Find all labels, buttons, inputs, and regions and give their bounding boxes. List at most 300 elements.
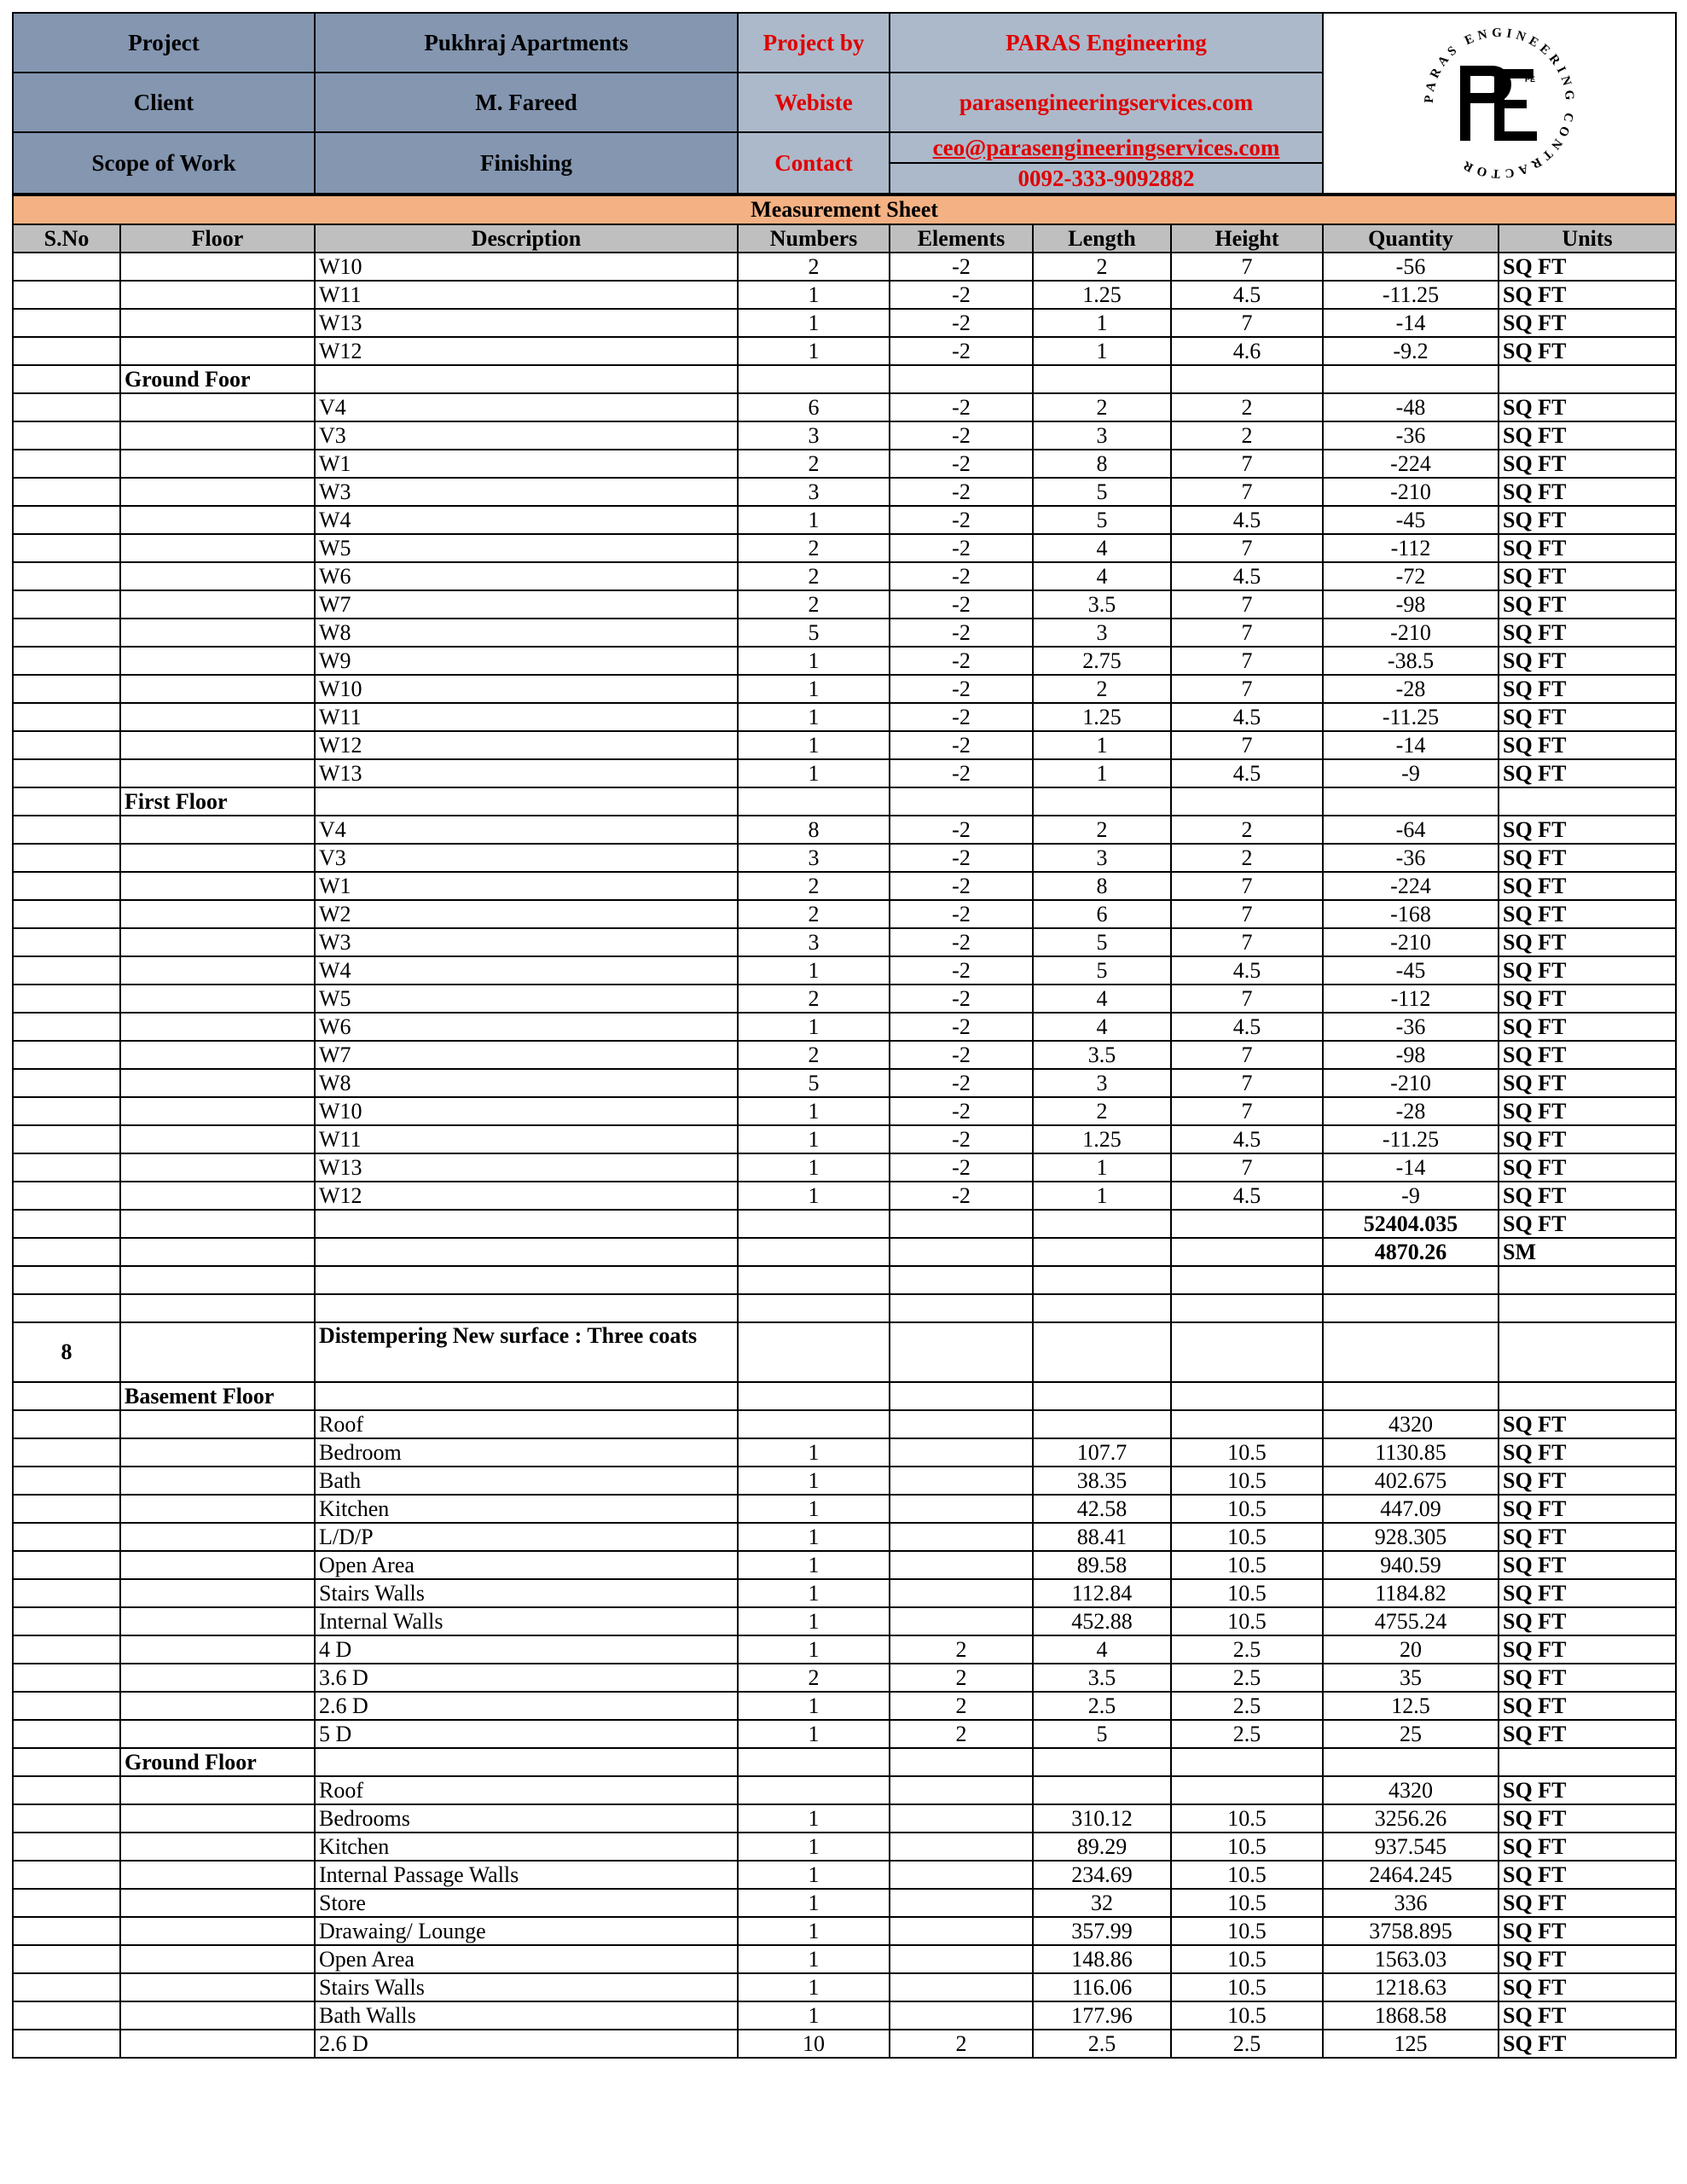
cell-floor xyxy=(120,1833,315,1861)
cell-elements: -2 xyxy=(890,675,1033,703)
cell-elements xyxy=(890,1322,1033,1382)
cell-units: SQ FT xyxy=(1499,1579,1676,1607)
cell-units: SQ FT xyxy=(1499,1495,1676,1523)
cell-description: W11 xyxy=(315,281,738,309)
cell-sno xyxy=(13,1973,120,2001)
cell-height xyxy=(1171,1238,1323,1266)
cell-units xyxy=(1499,1294,1676,1322)
cell-numbers: 1 xyxy=(738,309,890,337)
cell-quantity xyxy=(1323,1748,1499,1776)
cell-height: 7 xyxy=(1171,1069,1323,1097)
cell-quantity: -210 xyxy=(1323,1069,1499,1097)
cell-quantity: -11.25 xyxy=(1323,1125,1499,1153)
cell-height: 2 xyxy=(1171,844,1323,872)
cell-height xyxy=(1171,365,1323,393)
cell-description: W10 xyxy=(315,1097,738,1125)
cell-elements: -2 xyxy=(890,1153,1033,1182)
table-row xyxy=(13,1861,1676,1889)
measurement-sheet xyxy=(12,12,1675,2059)
cell-floor xyxy=(120,731,315,759)
cell-description xyxy=(315,1238,738,1266)
table-row xyxy=(13,703,1676,731)
table-row xyxy=(13,1917,1676,1945)
table-row xyxy=(13,1069,1676,1097)
cell-floor: Basement Floor xyxy=(120,1382,315,1410)
cell-sno xyxy=(13,1607,120,1635)
table-row xyxy=(13,506,1676,534)
cell-units: SQ FT xyxy=(1499,1635,1676,1664)
cell-numbers: 1 xyxy=(738,1097,890,1125)
cell-description: 4 D xyxy=(315,1635,738,1664)
cell-description: W1 xyxy=(315,872,738,900)
cell-elements xyxy=(890,1776,1033,1804)
cell-numbers: 2 xyxy=(738,985,890,1013)
cell-floor xyxy=(120,1973,315,2001)
cell-units: SQ FT xyxy=(1499,928,1676,956)
cell-length: 107.7 xyxy=(1033,1438,1171,1467)
cell-quantity: 52404.035 xyxy=(1323,1210,1499,1238)
cell-elements: -2 xyxy=(890,731,1033,759)
cell-units: SQ FT xyxy=(1499,1551,1676,1579)
cell-numbers: 1 xyxy=(738,1889,890,1917)
cell-sno xyxy=(13,1210,120,1238)
cell-elements xyxy=(890,1467,1033,1495)
cell-length: 2.5 xyxy=(1033,2030,1171,2058)
cell-height: 10.5 xyxy=(1171,2001,1323,2030)
cell-sno xyxy=(13,1551,120,1579)
cell-floor xyxy=(120,1945,315,1973)
cell-sno xyxy=(13,1917,120,1945)
cell-elements: -2 xyxy=(890,872,1033,900)
cell-units: SQ FT xyxy=(1499,1945,1676,1973)
cell-description: W9 xyxy=(315,647,738,675)
cell-quantity: -9 xyxy=(1323,1182,1499,1210)
cell-quantity: -36 xyxy=(1323,1013,1499,1041)
cell-length: 310.12 xyxy=(1033,1804,1171,1833)
cell-elements xyxy=(890,1607,1033,1635)
cell-elements: -2 xyxy=(890,956,1033,985)
cell-height: 2 xyxy=(1171,421,1323,450)
cell-sno: 8 xyxy=(13,1322,120,1382)
cell-description xyxy=(315,1210,738,1238)
cell-quantity xyxy=(1323,1266,1499,1294)
cell-floor xyxy=(120,1069,315,1097)
table-row xyxy=(13,1410,1676,1438)
table-row xyxy=(13,985,1676,1013)
cell-numbers: 1 xyxy=(738,759,890,787)
cell-description: Roof xyxy=(315,1776,738,1804)
cell-elements xyxy=(890,1238,1033,1266)
table-row xyxy=(13,1523,1676,1551)
cell-length: 357.99 xyxy=(1033,1917,1171,1945)
cell-sno xyxy=(13,1266,120,1294)
cell-elements: -2 xyxy=(890,619,1033,647)
cell-floor xyxy=(120,1125,315,1153)
cell-elements xyxy=(890,1410,1033,1438)
cell-sno xyxy=(13,1467,120,1495)
cell-height: 4.5 xyxy=(1171,1013,1323,1041)
cell-units: SQ FT xyxy=(1499,337,1676,365)
column-header-numbers: Numbers xyxy=(738,224,890,253)
cell-description: W12 xyxy=(315,731,738,759)
cell-height: 7 xyxy=(1171,985,1323,1013)
cell-length: 452.88 xyxy=(1033,1607,1171,1635)
column-header-height: Height xyxy=(1171,224,1323,253)
cell-quantity xyxy=(1323,1294,1499,1322)
cell-length xyxy=(1033,1238,1171,1266)
cell-description: W7 xyxy=(315,590,738,619)
cell-floor xyxy=(120,1238,315,1266)
cell-sno xyxy=(13,1748,120,1776)
cell-sno xyxy=(13,1579,120,1607)
cell-sno xyxy=(13,506,120,534)
cell-description: Kitchen xyxy=(315,1833,738,1861)
table-row xyxy=(13,421,1676,450)
cell-quantity: 1184.82 xyxy=(1323,1579,1499,1607)
cell-description: Stairs Walls xyxy=(315,1579,738,1607)
cell-floor xyxy=(120,590,315,619)
cell-description: 5 D xyxy=(315,1720,738,1748)
cell-floor xyxy=(120,1579,315,1607)
cell-elements xyxy=(890,1804,1033,1833)
cell-numbers: 2 xyxy=(738,562,890,590)
cell-height: 4.5 xyxy=(1171,1125,1323,1153)
cell-floor xyxy=(120,1804,315,1833)
cell-numbers xyxy=(738,1748,890,1776)
cell-sno xyxy=(13,956,120,985)
cell-units: SQ FT xyxy=(1499,703,1676,731)
cell-units: SQ FT xyxy=(1499,759,1676,787)
cell-numbers: 5 xyxy=(738,1069,890,1097)
cell-elements xyxy=(890,1973,1033,2001)
cell-sno xyxy=(13,1438,120,1467)
table-row xyxy=(13,450,1676,478)
cell-numbers: 2 xyxy=(738,534,890,562)
cell-numbers xyxy=(738,365,890,393)
cell-numbers: 1 xyxy=(738,675,890,703)
cell-length: 1.25 xyxy=(1033,703,1171,731)
table-row xyxy=(13,787,1676,816)
cell-elements xyxy=(890,1294,1033,1322)
cell-elements: -2 xyxy=(890,562,1033,590)
cell-elements xyxy=(890,1945,1033,1973)
cell-floor xyxy=(120,450,315,478)
cell-units: SQ FT xyxy=(1499,844,1676,872)
table-row xyxy=(13,590,1676,619)
cell-length xyxy=(1033,1294,1171,1322)
cell-quantity: -14 xyxy=(1323,731,1499,759)
cell-elements: -2 xyxy=(890,759,1033,787)
cell-length: 8 xyxy=(1033,450,1171,478)
cell-height: 10.5 xyxy=(1171,1467,1323,1495)
cell-elements xyxy=(890,1495,1033,1523)
cell-sno xyxy=(13,675,120,703)
cell-floor xyxy=(120,534,315,562)
cell-sno xyxy=(13,1097,120,1125)
cell-quantity: -11.25 xyxy=(1323,703,1499,731)
scope-value: Finishing xyxy=(315,132,738,194)
cell-elements xyxy=(890,1579,1033,1607)
cell-elements xyxy=(890,1748,1033,1776)
cell-floor xyxy=(120,1013,315,1041)
cell-numbers: 1 xyxy=(738,1013,890,1041)
cell-height: 7 xyxy=(1171,534,1323,562)
cell-floor xyxy=(120,1266,315,1294)
cell-sno xyxy=(13,421,120,450)
cell-sno xyxy=(13,1238,120,1266)
cell-numbers xyxy=(738,1410,890,1438)
cell-units: SQ FT xyxy=(1499,1125,1676,1153)
cell-quantity xyxy=(1323,1322,1499,1382)
cell-quantity: -72 xyxy=(1323,562,1499,590)
cell-description: Open Area xyxy=(315,1945,738,1973)
cell-floor xyxy=(120,1495,315,1523)
cell-sno xyxy=(13,281,120,309)
cell-quantity: 1218.63 xyxy=(1323,1973,1499,2001)
cell-quantity: -28 xyxy=(1323,1097,1499,1125)
cell-floor xyxy=(120,928,315,956)
table-row xyxy=(13,1804,1676,1833)
cell-height: 4.5 xyxy=(1171,1182,1323,1210)
cell-length: 4 xyxy=(1033,562,1171,590)
table-row xyxy=(13,1322,1676,1382)
cell-numbers: 2 xyxy=(738,900,890,928)
cell-numbers: 2 xyxy=(738,590,890,619)
cell-sno xyxy=(13,1382,120,1410)
cell-length: 2 xyxy=(1033,816,1171,844)
client-label: Client xyxy=(13,73,315,132)
cell-floor xyxy=(120,337,315,365)
cell-quantity: -168 xyxy=(1323,900,1499,928)
cell-floor xyxy=(120,1294,315,1322)
cell-units: SQ FT xyxy=(1499,1438,1676,1467)
cell-height: 10.5 xyxy=(1171,1579,1323,1607)
table-row xyxy=(13,1720,1676,1748)
table-row xyxy=(13,844,1676,872)
cell-floor xyxy=(120,1467,315,1495)
cell-sno xyxy=(13,1692,120,1720)
table-row xyxy=(13,956,1676,985)
cell-elements: -2 xyxy=(890,1041,1033,1069)
table-row xyxy=(13,309,1676,337)
table-row xyxy=(13,1551,1676,1579)
cell-length: 177.96 xyxy=(1033,2001,1171,2030)
cell-floor xyxy=(120,985,315,1013)
table-row xyxy=(13,1945,1676,1973)
cell-numbers: 1 xyxy=(738,506,890,534)
cell-sno xyxy=(13,787,120,816)
cell-quantity: -9 xyxy=(1323,759,1499,787)
cell-numbers: 1 xyxy=(738,1182,890,1210)
cell-height: 7 xyxy=(1171,450,1323,478)
cell-description: W6 xyxy=(315,562,738,590)
table-row xyxy=(13,900,1676,928)
cell-length: 148.86 xyxy=(1033,1945,1171,1973)
cell-floor xyxy=(120,619,315,647)
cell-numbers: 1 xyxy=(738,337,890,365)
cell-numbers: 1 xyxy=(738,1833,890,1861)
cell-elements xyxy=(890,787,1033,816)
cell-elements: -2 xyxy=(890,985,1033,1013)
cell-numbers: 1 xyxy=(738,1973,890,2001)
cell-elements: -2 xyxy=(890,1182,1033,1210)
table-row xyxy=(13,2030,1676,2058)
cell-numbers: 1 xyxy=(738,2001,890,2030)
table-row xyxy=(13,562,1676,590)
cell-quantity: 402.675 xyxy=(1323,1467,1499,1495)
cell-elements: -2 xyxy=(890,816,1033,844)
cell-length: 5 xyxy=(1033,956,1171,985)
cell-description: W5 xyxy=(315,985,738,1013)
cell-length: 112.84 xyxy=(1033,1579,1171,1607)
cell-quantity: -98 xyxy=(1323,1041,1499,1069)
cell-elements: -2 xyxy=(890,1013,1033,1041)
cell-floor xyxy=(120,1917,315,1945)
cell-sno xyxy=(13,534,120,562)
cell-numbers: 1 xyxy=(738,1523,890,1551)
cell-quantity: 1868.58 xyxy=(1323,2001,1499,2030)
cell-height: 10.5 xyxy=(1171,1889,1323,1917)
table-row xyxy=(13,365,1676,393)
table-row xyxy=(13,1125,1676,1153)
cell-length: 3 xyxy=(1033,844,1171,872)
cell-height: 2.5 xyxy=(1171,1720,1323,1748)
cell-units: SQ FT xyxy=(1499,1664,1676,1692)
cell-elements xyxy=(890,1833,1033,1861)
table-row xyxy=(13,1467,1676,1495)
cell-sno xyxy=(13,928,120,956)
cell-height: 4.5 xyxy=(1171,956,1323,985)
cell-height: 10.5 xyxy=(1171,1861,1323,1889)
cell-length xyxy=(1033,1382,1171,1410)
cell-elements: -2 xyxy=(890,421,1033,450)
cell-units: SQ FT xyxy=(1499,1833,1676,1861)
cell-elements: -2 xyxy=(890,844,1033,872)
table-row xyxy=(13,1294,1676,1322)
cell-numbers: 1 xyxy=(738,1607,890,1635)
table-row xyxy=(13,675,1676,703)
cell-description: Bath xyxy=(315,1467,738,1495)
cell-elements: -2 xyxy=(890,506,1033,534)
cell-numbers: 2 xyxy=(738,450,890,478)
cell-length: 1 xyxy=(1033,337,1171,365)
cell-floor xyxy=(120,1182,315,1210)
cell-numbers: 6 xyxy=(738,393,890,421)
cell-quantity: 4755.24 xyxy=(1323,1607,1499,1635)
cell-numbers: 2 xyxy=(738,253,890,281)
cell-length: 3 xyxy=(1033,1069,1171,1097)
cell-sno xyxy=(13,1945,120,1973)
cell-description: W10 xyxy=(315,253,738,281)
cell-numbers: 2 xyxy=(738,1664,890,1692)
cell-length: 4 xyxy=(1033,1013,1171,1041)
cell-sno xyxy=(13,1041,120,1069)
table-row xyxy=(13,1153,1676,1182)
table-row xyxy=(13,816,1676,844)
cell-elements: -2 xyxy=(890,478,1033,506)
cell-numbers: 1 xyxy=(738,1861,890,1889)
cell-quantity: 125 xyxy=(1323,2030,1499,2058)
cell-description: W2 xyxy=(315,900,738,928)
cell-length: 2.75 xyxy=(1033,647,1171,675)
cell-floor xyxy=(120,253,315,281)
cell-units xyxy=(1499,1266,1676,1294)
company-logo xyxy=(1323,13,1676,194)
cell-elements: 2 xyxy=(890,1635,1033,1664)
cell-units: SQ FT xyxy=(1499,1069,1676,1097)
cell-quantity xyxy=(1323,1382,1499,1410)
cell-quantity: 20 xyxy=(1323,1635,1499,1664)
cell-length xyxy=(1033,1266,1171,1294)
cell-length: 1.25 xyxy=(1033,281,1171,309)
cell-elements xyxy=(890,1889,1033,1917)
cell-units: SQ FT xyxy=(1499,1097,1676,1125)
cell-height xyxy=(1171,1410,1323,1438)
table-row xyxy=(13,1210,1676,1238)
cell-length: 6 xyxy=(1033,900,1171,928)
cell-description: Open Area xyxy=(315,1551,738,1579)
cell-quantity: -98 xyxy=(1323,590,1499,619)
cell-quantity: -9.2 xyxy=(1323,337,1499,365)
cell-units: SQ FT xyxy=(1499,253,1676,281)
cell-elements xyxy=(890,1382,1033,1410)
cell-numbers: 1 xyxy=(738,281,890,309)
table-row xyxy=(13,2001,1676,2030)
table-row xyxy=(13,1182,1676,1210)
cell-sno xyxy=(13,1889,120,1917)
cell-height xyxy=(1171,1776,1323,1804)
cell-length: 2 xyxy=(1033,393,1171,421)
cell-floor xyxy=(120,478,315,506)
cell-sno xyxy=(13,478,120,506)
table-row xyxy=(13,534,1676,562)
cell-description: Store xyxy=(315,1889,738,1917)
cell-description: W8 xyxy=(315,1069,738,1097)
cell-sno xyxy=(13,1182,120,1210)
cell-quantity: -14 xyxy=(1323,1153,1499,1182)
cell-description: V3 xyxy=(315,844,738,872)
cell-units: SQ FT xyxy=(1499,1720,1676,1748)
cell-length: 3.5 xyxy=(1033,590,1171,619)
cell-quantity: -112 xyxy=(1323,985,1499,1013)
cell-numbers xyxy=(738,1238,890,1266)
cell-elements: -2 xyxy=(890,281,1033,309)
cell-length: 234.69 xyxy=(1033,1861,1171,1889)
cell-elements xyxy=(890,2001,1033,2030)
cell-height: 7 xyxy=(1171,1153,1323,1182)
cell-length: 4 xyxy=(1033,1635,1171,1664)
table-row xyxy=(13,872,1676,900)
cell-description: W4 xyxy=(315,956,738,985)
cell-units: SQ FT xyxy=(1499,985,1676,1013)
cell-length: 2 xyxy=(1033,675,1171,703)
cell-floor xyxy=(120,1861,315,1889)
cell-elements: 2 xyxy=(890,2030,1033,2058)
cell-units: SQ FT xyxy=(1499,309,1676,337)
cell-height: 10.5 xyxy=(1171,1833,1323,1861)
cell-height: 10.5 xyxy=(1171,1495,1323,1523)
cell-height: 7 xyxy=(1171,1041,1323,1069)
website-value[interactable]: parasengineeringservices.com xyxy=(890,73,1323,132)
cell-units: SQ FT xyxy=(1499,281,1676,309)
data-table xyxy=(12,195,1677,2059)
cell-quantity: 336 xyxy=(1323,1889,1499,1917)
table-row xyxy=(13,1266,1676,1294)
cell-quantity: -45 xyxy=(1323,506,1499,534)
cell-elements: 2 xyxy=(890,1720,1033,1748)
table-row xyxy=(13,1013,1676,1041)
contact-email[interactable]: ceo@parasengineeringservices.com xyxy=(890,133,1322,164)
